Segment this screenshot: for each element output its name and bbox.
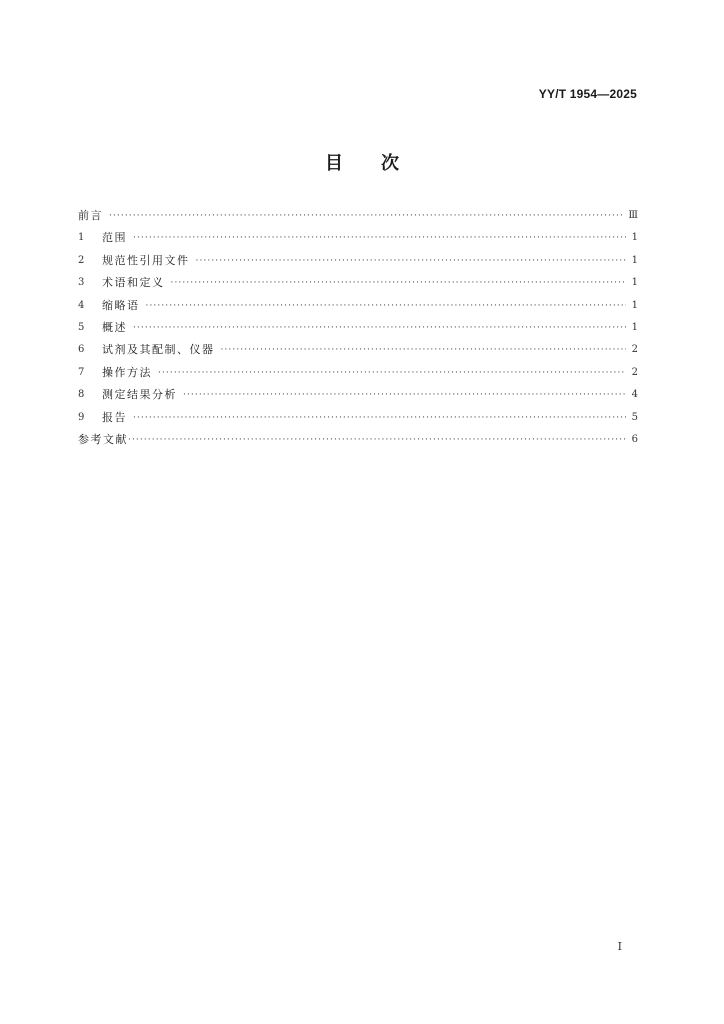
toc-entry-label: 概述 xyxy=(102,320,127,334)
toc-entry-label: 前言 xyxy=(78,209,103,222)
toc-entry-label: 缩略语 xyxy=(102,298,140,312)
toc-leader-dots xyxy=(133,227,626,249)
toc-entry-terms-definitions[interactable] xyxy=(78,272,638,294)
toc-entry-number: 8 xyxy=(78,389,85,401)
standard-number: YY/T 1954—2025 xyxy=(538,87,637,101)
toc-entry-normative-references[interactable] xyxy=(78,250,638,272)
toc-leader-dots xyxy=(183,384,626,406)
toc-entry-number: 6 xyxy=(78,344,85,356)
toc-entry-foreword[interactable] xyxy=(78,205,638,227)
toc-entry-page: 4 xyxy=(631,389,638,401)
toc-entry-page: 1 xyxy=(631,277,638,289)
toc-entry-overview[interactable] xyxy=(78,317,638,339)
toc-entry-label: 测定结果分析 xyxy=(102,388,177,402)
toc-entry-page: 1 xyxy=(631,299,638,311)
toc-entry-label: 参考文献 xyxy=(78,432,128,446)
toc-title-char-1: 目 xyxy=(325,153,343,174)
toc-entry-number: 9 xyxy=(78,411,85,423)
toc-entry-page: 2 xyxy=(631,366,638,378)
toc-entry-result-analysis[interactable] xyxy=(78,384,638,406)
toc-entry-reagents-instruments[interactable] xyxy=(78,339,638,361)
toc-leader-dots xyxy=(128,429,626,451)
toc-entry-label: 规范性引用文件 xyxy=(102,253,190,267)
toc-title-char-2: 次 xyxy=(381,153,399,174)
toc-entry-label: 范围 xyxy=(102,231,127,245)
toc-entry-label: 术语和定义 xyxy=(102,276,165,290)
toc-entry-page: Ⅲ xyxy=(628,210,638,221)
toc-entry-label: 试剂及其配制、仪器 xyxy=(102,343,215,357)
toc-entry-number: 3 xyxy=(78,277,85,289)
toc-entry-number: 4 xyxy=(78,299,85,311)
toc-leader-dots xyxy=(133,317,626,339)
toc-entry-number: 2 xyxy=(78,254,85,266)
toc-entry-bibliography[interactable] xyxy=(78,429,638,451)
toc-entry-page: 1 xyxy=(631,321,638,333)
toc-entry-operation-method[interactable] xyxy=(78,362,638,384)
toc-leader-dots xyxy=(109,205,624,227)
table-of-contents xyxy=(78,205,638,451)
toc-leader-dots xyxy=(196,250,627,272)
toc-leader-dots xyxy=(221,339,627,361)
toc-entry-page: 6 xyxy=(631,433,638,445)
toc-entry-label: 操作方法 xyxy=(102,365,152,379)
toc-entry-number: 7 xyxy=(78,366,85,378)
toc-leader-dots xyxy=(158,362,626,384)
toc-entry-report[interactable] xyxy=(78,407,638,429)
toc-title xyxy=(0,149,724,175)
toc-leader-dots xyxy=(171,272,627,294)
page-number: I xyxy=(617,940,622,953)
toc-leader-dots xyxy=(133,407,626,429)
toc-entry-page: 1 xyxy=(631,254,638,266)
toc-entry-label: 报告 xyxy=(102,410,127,424)
toc-entry-number: 1 xyxy=(78,232,85,244)
toc-entry-page: 5 xyxy=(631,411,638,423)
toc-leader-dots xyxy=(146,295,627,317)
toc-entry-number: 5 xyxy=(78,321,85,333)
toc-entry-scope[interactable] xyxy=(78,227,638,249)
toc-entry-abbreviations[interactable] xyxy=(78,295,638,317)
toc-entry-page: 2 xyxy=(631,344,638,356)
toc-entry-page: 1 xyxy=(631,232,638,244)
